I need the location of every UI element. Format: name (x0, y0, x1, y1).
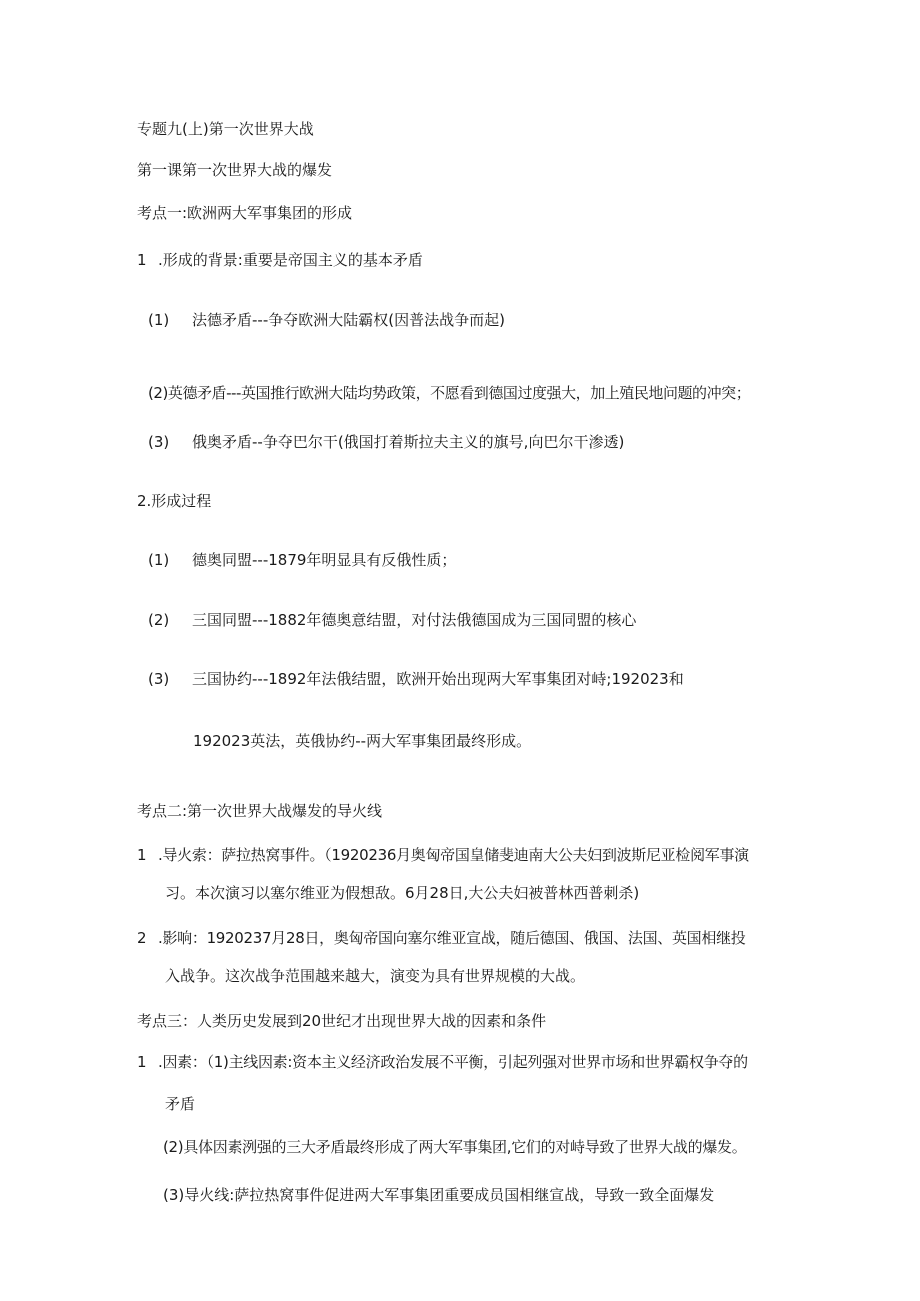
kp3-item1-line1: .因素：（1)主线因素:资本主义经济政治发展不平衡，引起列强对世界市场和世界霸权争夺的 (158, 1053, 748, 1071)
kp1-heading: 考点一:欧洲两大军事集团的形成 (137, 204, 353, 222)
kp1-proc3-text: 三国协约---1892年法俄结盟，欧洲开始出现两大军事集团对峙;192023和 (192, 670, 684, 688)
kp1-item2: 2.形成过程 (137, 492, 212, 510)
kp1-proc1-number: (1) (148, 551, 170, 569)
kp1-bg3-text: 俄奥矛盾--争夺巴尔干(俄国打着斯拉夫主义的旗号,向巴尔干渗透) (192, 433, 625, 451)
kp2-item2-line1: .影响：1920237月28日，奥匈帝国向塞尔维亚宣战，随后德国、俄国、法国、英国相继投 (158, 929, 746, 947)
kp1-proc2-number: (2) (148, 611, 170, 629)
kp1-proc1-text: 德奥同盟---1879年明显具有反俄性质； (192, 551, 457, 569)
kp1-bg1-number: (1) (148, 311, 170, 329)
kp1-proc3-number: (3) (148, 670, 170, 688)
kp2-item1-line2: 习。本次演习以塞尔维亚为假想敌。6月28日,大公夫妇被普林西普刺杀) (165, 884, 640, 902)
kp2-item1-line1: .导火索：萨拉热窝事件。（1920236月奥匈帝国皇储斐迪南大公夫妇到波斯尼亚检阅军事演 (158, 846, 749, 864)
kp1-proc2-text: 三国同盟---1882年德奥意结盟，对付法俄德国成为三国同盟的核心 (192, 611, 637, 629)
kp1-proc3-continuation: 192023英法，英俄协约--两大军事集团最终形成。 (193, 732, 532, 750)
doc-title: 专题九(上)第一次世界大战 (137, 120, 314, 138)
kp3-sub2: (2)具体因素洌强的三大矛盾最终形成了两大军事集团,它们的对峙导致了世界大战的爆发。 (163, 1138, 747, 1156)
kp1-item1-text: .形成的背景:重要是帝国主义的基本矛盾 (158, 251, 423, 269)
kp2-item1-number: 1 (137, 846, 147, 864)
lesson-title: 第一课第一次世界大战的爆发 (137, 161, 333, 179)
kp1-bg2-text: (2)英德矛盾---英国推行欧洲大陆均势政策，不愿看到德国过度强大，加上殖民地问题的冲突； (148, 384, 751, 402)
kp1-bg3-number: (3) (148, 433, 170, 451)
kp2-item2-line2: 入战争。这次战争范围越来越大，演变为具有世界规模的大战。 (165, 967, 586, 985)
kp3-item1-line2: 矛盾 (165, 1095, 196, 1113)
kp2-item2-number: 2 (137, 929, 147, 947)
kp2-heading: 考点二:第一次世界大战爆发的导火线 (137, 802, 383, 820)
kp1-item1-number: 1 (137, 251, 147, 269)
kp3-heading: 考点三：人类历史发展到20世纪才出现世界大战的因素和条件 (137, 1012, 547, 1030)
kp3-item1-number: 1 (137, 1053, 147, 1071)
kp3-sub3: (3)导火线:萨拉热窝事件促进两大军事集团重要成员国相继宣战，导致一致全面爆发 (163, 1186, 715, 1204)
kp1-bg1-text: 法德矛盾---争夺欧洲大陆霸权(因普法战争而起) (192, 311, 505, 329)
